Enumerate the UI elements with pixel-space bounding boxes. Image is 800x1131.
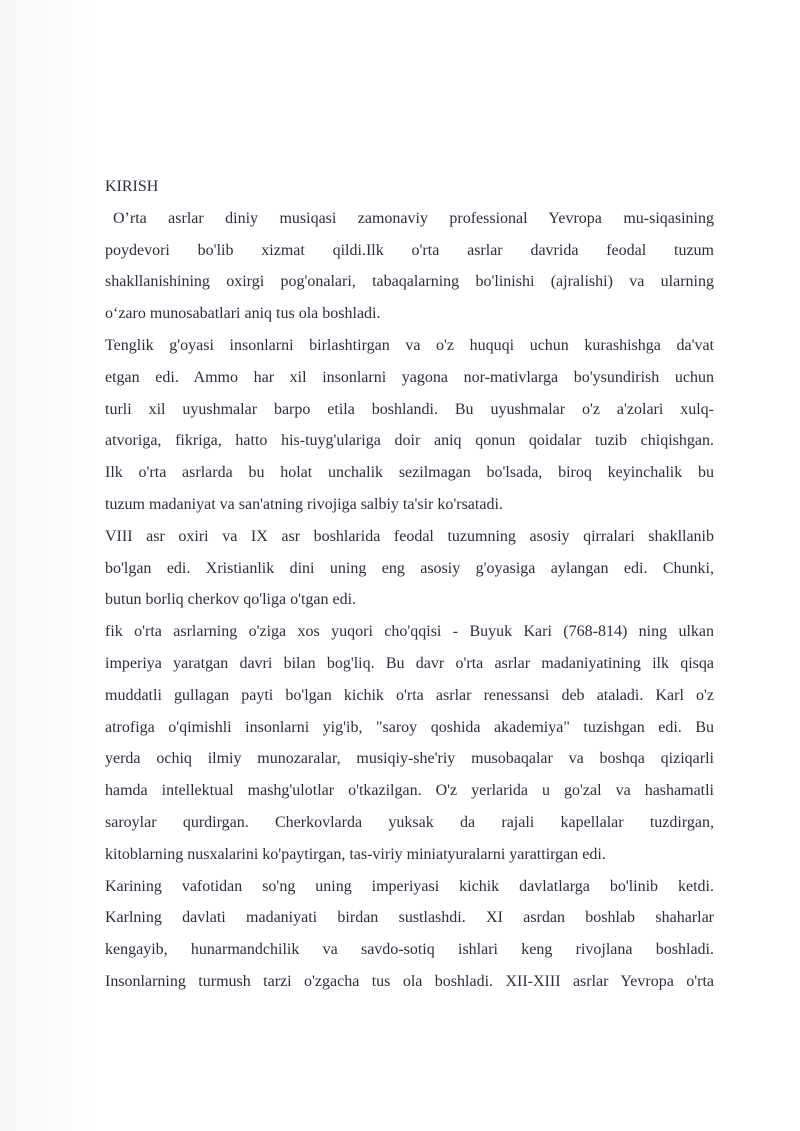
paragraph-line: hamda intellektual mashg'ulotlar o'tkazilgan. O'z yerlarida u go'zal va hashamatli bbox=[105, 782, 714, 800]
paragraph-line: VIII asr oxiri va IX asr boshlarida feodal tuzumning asosiy qirralari shakllanib bbox=[105, 527, 714, 545]
paragraph-line: o‘zaro munosabatlari aniq tus ola boshladi. bbox=[105, 305, 381, 323]
paragraph-line: tuzum madaniyat va san'atning rivojiga salbiy ta'sir ko'rsatadi. bbox=[105, 495, 503, 513]
paragraph-3 bbox=[105, 521, 714, 616]
paragraph-line: shakllanishining oxirgi pog'onalari, tabaqalarning bo'linishi (ajralishi) va ularning bbox=[105, 273, 714, 291]
paragraph-line: Karlning davlati madaniyati birdan sustlashdi. XI asrdan boshlab shaharlar bbox=[105, 909, 714, 927]
page-edge-shadow bbox=[0, 0, 95, 1131]
paragraph-line: muddatli gullagan payti bo'lgan kichik o'rta asrlar renessansi deb ataladi. Karl o'z bbox=[105, 686, 714, 704]
paragraph-line: kengayib, hunarmandchilik va savdo-sotiq ishlari keng rivojlana boshladi. bbox=[105, 941, 714, 959]
paragraph-line: Insonlarning turmush tarzi o'zgacha tus ola boshladi. XII-XIII asrlar Yevropa o'rta bbox=[105, 972, 714, 990]
paragraph-line: poydevori bo'lib xizmat qildi.Ilk o'rta asrlar davrida feodal tuzum bbox=[105, 241, 714, 259]
section-heading: KIRISH bbox=[105, 178, 159, 195]
paragraph-line: butun borliq cherkov qo'liga o'tgan edi. bbox=[105, 591, 357, 609]
paragraph-line: atrofiga o'qimishli insonlarni yig'ib, "saroy qoshida akademiya" tuzishgan edi. Bu bbox=[105, 718, 714, 736]
paragraph-line: imperiya yaratgan davri bilan bog'liq. Bu davr o'rta asrlar madaniyatining ilk qisqa bbox=[105, 654, 714, 672]
paragraph-line: yerda ochiq ilmiy munozaralar, musiqiy-she'riy musobaqalar va boshqa qiziqarli bbox=[105, 750, 714, 768]
paragraph-2 bbox=[105, 330, 714, 521]
document-body bbox=[105, 171, 714, 998]
paragraph-line: atvoriga, fikriga, hatto his-tuyg'ulariga doir aniq qonun qoidalar tuzib chiqishgan. bbox=[105, 432, 714, 450]
paragraph-5 bbox=[105, 871, 714, 998]
paragraph-line: Karining vafotidan so'ng uning imperiyasi kichik davlatlarga bo'linib ketdi. bbox=[105, 877, 714, 895]
paragraph-line: Tenglik g'oyasi insonlarni birlashtirgan va o'z huquqi uchun kurashishga da'vat bbox=[105, 336, 714, 354]
paragraph-line: O’rta asrlar diniy musiqasi zamonaviy professional Yevropa mu-siqasining bbox=[113, 209, 714, 227]
paragraph-line: kitoblarning nusxalarini ko'paytirgan, tas-viriy miniatyuralarni yarattirgan edi. bbox=[105, 845, 606, 863]
paragraph-line: bo'lgan edi. Xristianlik dini uning eng asosiy g'oyasiga aylangan edi. Chunki, bbox=[105, 559, 714, 577]
paragraph-1 bbox=[105, 203, 714, 330]
paragraph-line: etgan edi. Ammo har xil insonlarni yagona nor-mativlarga bo'ysundirish uchun bbox=[105, 368, 714, 386]
paragraph-line: Ilk o'rta asrlarda bu holat unchalik sezilmagan bo'lsada, biroq keyinchalik bu bbox=[105, 464, 714, 482]
paragraph-line: turli xil uyushmalar barpo etila boshlandi. Bu uyushmalar o'z a'zolari xulq- bbox=[105, 400, 714, 418]
paragraph-line: saroylar qurdirgan. Cherkovlarda yuksak da rajali kapellalar tuzdirgan, bbox=[105, 813, 714, 831]
paragraph-line: fik o'rta asrlarning o'ziga xos yuqori cho'qqisi - Buyuk Kari (768-814) ning ulkan bbox=[105, 623, 714, 641]
paragraph-4 bbox=[105, 616, 714, 870]
